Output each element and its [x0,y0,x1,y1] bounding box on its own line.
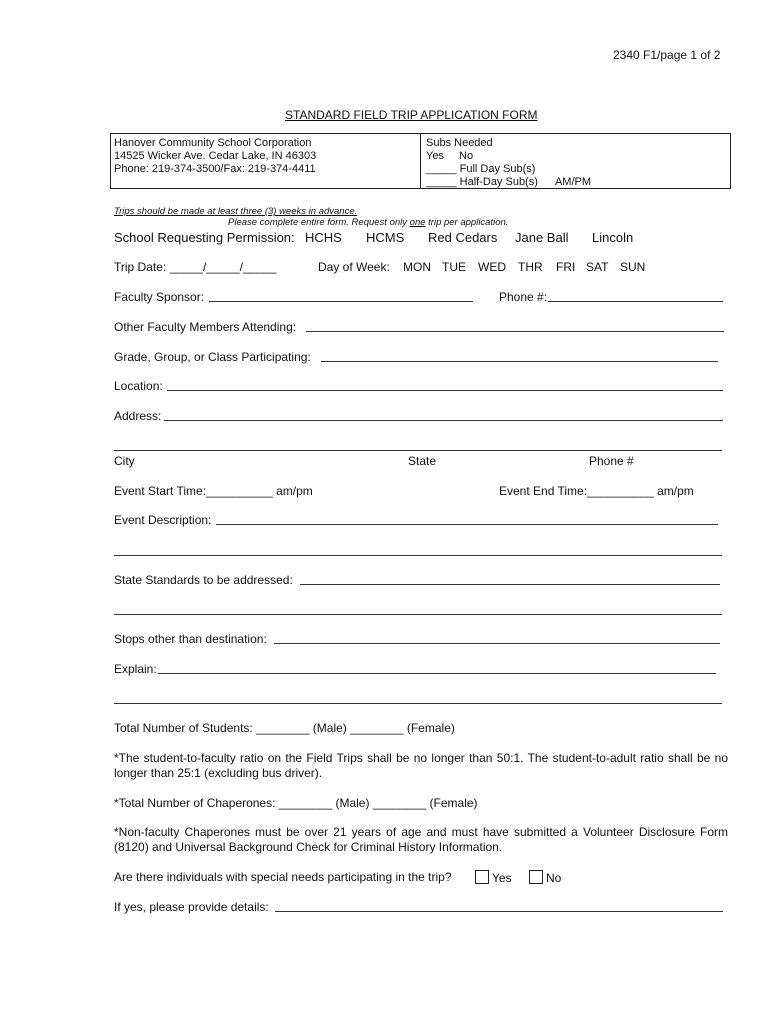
details-line[interactable] [275,911,723,912]
subs-ampm: AM/PM [554,176,592,188]
dow-fri[interactable]: FRI [556,260,576,274]
stops-label: Stops other than destination: [114,632,267,646]
school-option-lincoln[interactable]: Lincoln [592,230,634,245]
faculty-sponsor-label: Faculty Sponsor: [114,290,205,304]
state-standards-label: State Standards to be addressed: [114,573,293,587]
form-title: STANDARD FIELD TRIP APPLICATION FORM [285,108,538,122]
district-name: Hanover Community School Corporation [114,137,312,149]
faculty-sponsor-line[interactable] [209,301,473,302]
location-line[interactable] [167,390,723,391]
ratio-note: *The student-to-faculty ratio on the Field Trips shall be no longer than 50:1. The student-to-adult ratio shall be no longer than 25:1 (excluding bus driver). [114,751,728,780]
special-needs-question: Are there individuals with special needs participating in the trip? [114,870,452,884]
location-label: Location: [114,379,163,393]
other-faculty-label: Other Faculty Members Attending: [114,320,297,334]
total-students-field[interactable]: Total Number of Students: ________ (Male) ________ (Female) [114,721,455,735]
box-divider [420,134,421,188]
school-request-label: School Requesting Permission: [114,230,295,245]
grade-group-line[interactable] [321,361,718,362]
state-standards-line[interactable] [300,584,720,585]
event-description-label: Event Description: [114,513,212,527]
school-option-hchs[interactable]: HCHS [305,230,342,245]
full-day-subs[interactable]: _____ Full Day Sub(s) [426,163,536,175]
phone-label: Phone #: [499,290,548,304]
district-info [114,137,316,176]
details-label: If yes, please provide details: [114,900,269,914]
event-start-field[interactable]: Event Start Time:__________ am/pm [114,484,313,498]
info-box [110,133,731,189]
special-needs-no[interactable]: No [529,870,561,885]
school-option-jane-ball[interactable]: Jane Ball [515,230,569,245]
address-label: Address: [114,409,162,423]
stops-line[interactable] [274,643,720,644]
special-needs-yes[interactable]: Yes [475,870,512,885]
school-option-hcms[interactable]: HCMS [366,230,405,245]
school-option-red-cedars[interactable]: Red Cedars [428,230,498,245]
event-description-line-2[interactable] [114,555,722,556]
yes-checkbox[interactable] [475,870,489,884]
phone-number-label: Phone # [589,454,634,468]
page-reference: 2340 F1/page 1 of 2 [613,48,721,62]
dow-sat[interactable]: SAT [586,260,609,274]
chaperone-note: *Non-faculty Chaperones must be over 21 years of age and must have submitted a Volunteer Disclosure Form (8120) and Universal Background Check for Criminal History Information. [114,825,728,854]
complete-note: Please complete entire form. Request only one trip per application. [228,217,509,228]
dow-wed[interactable]: WED [478,260,506,274]
phone-line[interactable] [548,301,723,302]
address-line[interactable] [164,420,723,421]
explain-line[interactable] [158,673,716,674]
subs-title: Subs Needed [426,137,493,149]
event-description-line[interactable] [216,524,718,525]
district-phone: Phone: 219-374-3500/Fax: 219-374-4411 [114,163,316,175]
grade-group-label: Grade, Group, or Class Participating: [114,350,311,364]
state-standards-line-2[interactable] [114,614,722,615]
dow-mon[interactable]: MON [403,260,431,274]
city-label: City [114,454,135,468]
dow-thr[interactable]: THR [518,260,543,274]
subs-yes[interactable]: Yes [426,150,444,162]
subs-needed [426,137,591,189]
half-day-subs[interactable]: _____ Half-Day Sub(s) [426,176,538,188]
state-label: State [408,454,437,468]
no-checkbox[interactable] [529,870,543,884]
total-chaperones-field[interactable]: *Total Number of Chaperones: ________ (Male) ________ (Female) [114,796,478,810]
subs-no[interactable]: No [459,150,474,162]
explain-line-2[interactable] [114,703,722,704]
address-line-2[interactable] [114,450,722,451]
trip-date-field[interactable]: Trip Date: _____/_____/_____ [114,260,277,274]
dow-sun[interactable]: SUN [620,260,646,274]
event-end-field[interactable]: Event End Time:__________ am/pm [499,484,694,498]
advance-note: Trips should be made at least three (3) weeks in advance. [114,206,358,217]
day-of-week-label: Day of Week: [318,260,390,274]
explain-label: Explain: [114,662,157,676]
other-faculty-line[interactable] [306,331,724,332]
dow-tue[interactable]: TUE [442,260,466,274]
district-address: 14525 Wicker Ave. Cedar Lake, IN 46303 [114,150,317,162]
